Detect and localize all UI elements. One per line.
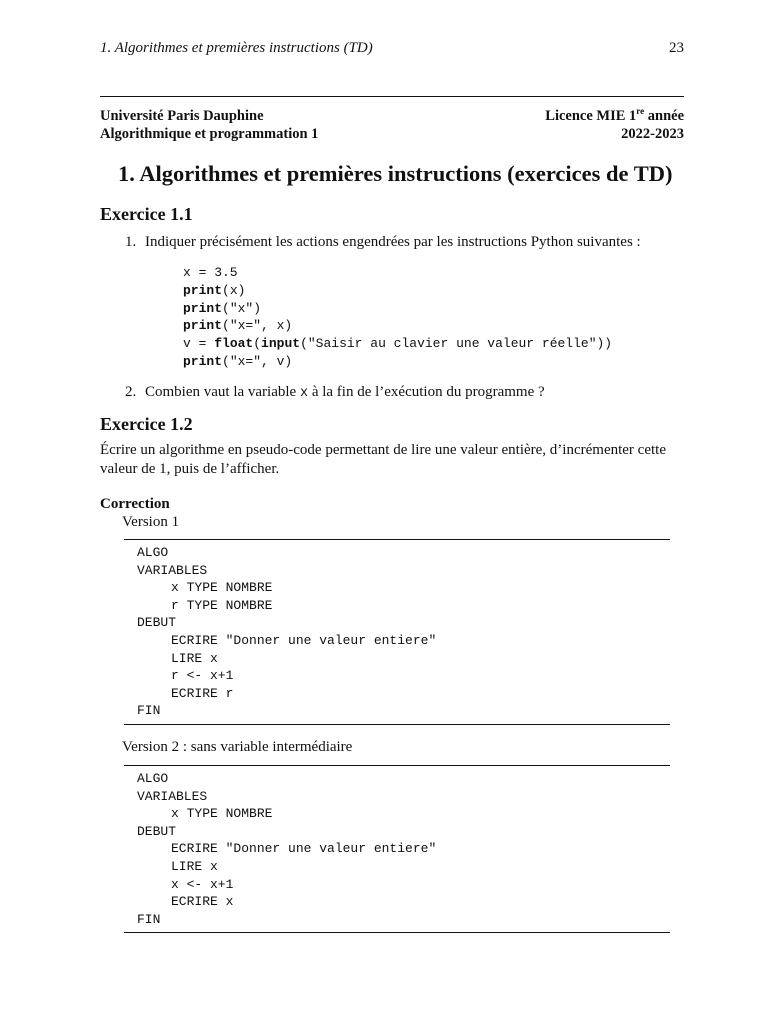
- algo-line: FIN: [137, 703, 161, 719]
- algo-line: VARIABLES: [137, 562, 208, 578]
- algo-line: DEBUT: [137, 823, 177, 839]
- course-name: Algorithmique et programmation 1: [100, 126, 319, 142]
- question-number: 2.: [125, 384, 137, 400]
- code-line: x = 3.5: [183, 265, 238, 280]
- algo-line: ECRIRE "Donner une valeur entiere": [171, 841, 437, 857]
- code-line: v = float(input("Saisir au clavier une valeur réelle")): [183, 336, 613, 352]
- algo-line: x TYPE NOMBRE: [171, 580, 273, 596]
- version-1-algorithm: [124, 539, 670, 725]
- chapter-title: 1. Algorithmes et premières instructions (exercices de TD): [118, 161, 673, 186]
- code-line: print(x): [183, 282, 246, 298]
- code-line: print("x=", v): [183, 353, 293, 369]
- algo-line: FIN: [137, 911, 161, 927]
- page-number: 23: [669, 40, 684, 56]
- algo-line: ECRIRE r: [171, 685, 234, 701]
- python-code-block: [183, 264, 612, 371]
- correction-title: Correction: [100, 496, 170, 512]
- exercise-1-1-question-1: [125, 234, 641, 251]
- algo-line: x TYPE NOMBRE: [171, 806, 273, 822]
- algo-line: LIRE x: [171, 650, 218, 666]
- exercise-1-1-title: Exercice 1.1: [100, 204, 193, 224]
- algo-line: r <- x+1: [171, 668, 234, 684]
- code-line: print("x=", x): [183, 318, 293, 334]
- version-2-label: Version 2 : sans variable intermédiaire: [122, 739, 353, 755]
- question-text: Indiquer précisément les actions engendrées par les instructions Python suivantes :: [145, 234, 641, 250]
- header-rule: [100, 96, 684, 97]
- algo-line: ECRIRE x: [171, 894, 234, 910]
- course-header-right: [545, 107, 684, 143]
- version-2-algorithm: [124, 765, 670, 933]
- algo-line: DEBUT: [137, 615, 177, 631]
- algo-line: r TYPE NOMBRE: [171, 597, 273, 613]
- university-name: Université Paris Dauphine: [100, 108, 264, 124]
- algo-line: ECRIRE "Donner une valeur entiere": [171, 632, 437, 648]
- algo-line: ALGO: [137, 545, 169, 560]
- running-header-title: 1. Algorithmes et premières instructions (TD): [100, 40, 373, 56]
- exercise-1-1-question-2: 2. Combien vaut la variable x à la fin de l’exécution du programme ?: [125, 384, 545, 401]
- algo-line: VARIABLES: [137, 788, 208, 804]
- algo-line: LIRE x: [171, 858, 218, 874]
- exercise-1-2-statement: Écrire un algorithme en pseudo-code permettant de lire une valeur entière, d’incrémenter cette valeur de 1, puis de l’afficher.: [100, 442, 666, 477]
- program-label: Licence MIE 1re année: [545, 106, 684, 124]
- course-header-left: [100, 107, 318, 143]
- version-1-label: Version 1: [122, 514, 180, 530]
- code-line: print("x"): [183, 300, 262, 316]
- question-number: 1.: [125, 234, 137, 250]
- inline-code: x: [299, 386, 309, 401]
- exercise-1-2-title: Exercice 1.2: [100, 414, 193, 434]
- algo-line: ALGO: [137, 771, 169, 786]
- algo-line: x <- x+1: [171, 876, 234, 892]
- version-1-lines: [137, 544, 436, 720]
- version-2-lines: [137, 770, 436, 928]
- academic-year: 2022-2023: [621, 126, 684, 142]
